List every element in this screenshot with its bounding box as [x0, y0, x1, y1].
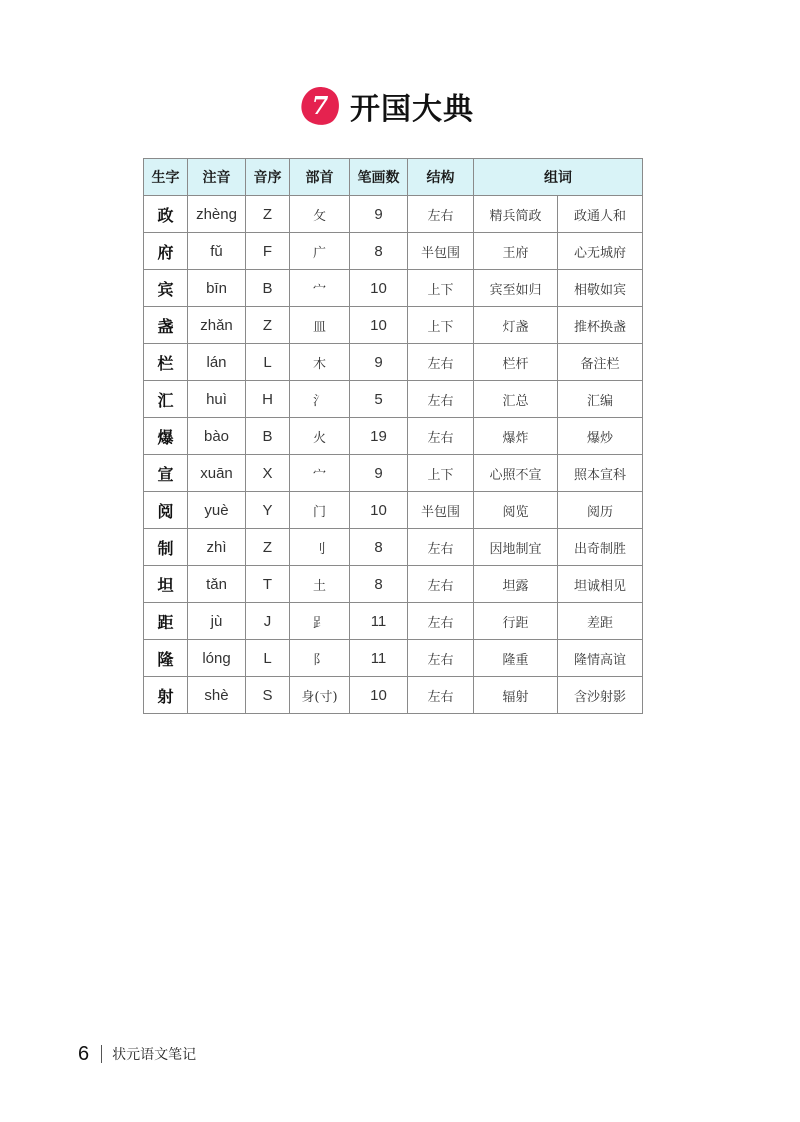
cell-word-2: 阅历 — [558, 492, 643, 529]
cell-word-1: 行距 — [474, 603, 558, 640]
cell-structure: 左右 — [408, 196, 474, 233]
table-row — [144, 529, 643, 566]
cell-radical: 宀 — [290, 455, 350, 492]
cell-pinyin: fǔ — [188, 233, 246, 270]
table-row — [144, 307, 643, 344]
cell-word-1: 因地制宜 — [474, 529, 558, 566]
cell-stroke-count: 11 — [350, 640, 408, 677]
cell-radical: 火 — [290, 418, 350, 455]
header-char: 生字 — [144, 159, 188, 196]
book-title: 状元语文笔记 — [112, 1047, 197, 1063]
cell-word-1: 爆炸 — [474, 418, 558, 455]
cell-word-1: 心照不宣 — [474, 455, 558, 492]
cell-phonetic-letter: B — [246, 418, 290, 455]
cell-character: 宣 — [144, 455, 188, 492]
table-row — [144, 418, 643, 455]
cell-stroke-count: 10 — [350, 307, 408, 344]
cell-phonetic-letter: Y — [246, 492, 290, 529]
cell-phonetic-letter: S — [246, 677, 290, 714]
lesson-number: 7 — [311, 91, 329, 120]
cell-phonetic-letter: L — [246, 640, 290, 677]
cell-structure: 左右 — [408, 529, 474, 566]
table-row — [144, 603, 643, 640]
header-letter: 音序 — [246, 159, 290, 196]
cell-phonetic-letter: T — [246, 566, 290, 603]
cell-phonetic-letter: X — [246, 455, 290, 492]
cell-pinyin: jù — [188, 603, 246, 640]
cell-radical: 土 — [290, 566, 350, 603]
cell-word-1: 阅览 — [474, 492, 558, 529]
cell-stroke-count: 9 — [350, 455, 408, 492]
cell-word-2: 推杯换盏 — [558, 307, 643, 344]
cell-word-2: 备注栏 — [558, 344, 643, 381]
cell-word-1: 辐射 — [474, 677, 558, 714]
cell-character: 阅 — [144, 492, 188, 529]
cell-radical: 攵 — [290, 196, 350, 233]
table-header-row — [144, 159, 643, 196]
cell-phonetic-letter: Z — [246, 529, 290, 566]
cell-radical: 氵 — [290, 381, 350, 418]
cell-structure: 上下 — [408, 307, 474, 344]
cell-word-2: 出奇制胜 — [558, 529, 643, 566]
cell-structure: 左右 — [408, 344, 474, 381]
cell-word-2: 坦诚相见 — [558, 566, 643, 603]
header-strokes: 笔画数 — [350, 159, 408, 196]
cell-stroke-count: 9 — [350, 196, 408, 233]
cell-word-1: 隆重 — [474, 640, 558, 677]
lesson-name: 开国大典 — [350, 92, 474, 127]
cell-word-2: 心无城府 — [558, 233, 643, 270]
cell-character: 坦 — [144, 566, 188, 603]
table-row — [144, 381, 643, 418]
cell-word-1: 坦露 — [474, 566, 558, 603]
cell-character: 宾 — [144, 270, 188, 307]
cell-word-2: 相敬如宾 — [558, 270, 643, 307]
cell-word-1: 栏杆 — [474, 344, 558, 381]
page-number: 6 — [78, 1042, 90, 1065]
cell-character: 射 — [144, 677, 188, 714]
cell-character: 栏 — [144, 344, 188, 381]
cell-phonetic-letter: J — [246, 603, 290, 640]
cell-structure: 左右 — [408, 566, 474, 603]
cell-phonetic-letter: H — [246, 381, 290, 418]
cell-character: 隆 — [144, 640, 188, 677]
cell-word-2: 差距 — [558, 603, 643, 640]
cell-phonetic-letter: Z — [246, 196, 290, 233]
cell-radical: 广 — [290, 233, 350, 270]
cell-pinyin: bīn — [188, 270, 246, 307]
cell-stroke-count: 5 — [350, 381, 408, 418]
cell-character: 府 — [144, 233, 188, 270]
lesson-number-badge — [300, 86, 340, 126]
cell-pinyin: zhì — [188, 529, 246, 566]
cell-character: 政 — [144, 196, 188, 233]
cell-word-1: 宾至如归 — [474, 270, 558, 307]
cell-structure: 左右 — [408, 640, 474, 677]
header-words: 组词 — [474, 159, 643, 196]
cell-pinyin: tǎn — [188, 566, 246, 603]
cell-radical: 阝 — [290, 640, 350, 677]
cell-phonetic-letter: Z — [246, 307, 290, 344]
table-body — [144, 196, 643, 714]
cell-character: 汇 — [144, 381, 188, 418]
cell-structure: 左右 — [408, 381, 474, 418]
cell-radical: 宀 — [290, 270, 350, 307]
cell-word-1: 灯盏 — [474, 307, 558, 344]
cell-pinyin: zhèng — [188, 196, 246, 233]
cell-pinyin: lán — [188, 344, 246, 381]
cell-stroke-count: 8 — [350, 529, 408, 566]
cell-structure: 上下 — [408, 270, 474, 307]
cell-radical: 身(寸) — [290, 677, 350, 714]
lesson-title — [300, 83, 474, 129]
cell-stroke-count: 11 — [350, 603, 408, 640]
cell-stroke-count: 19 — [350, 418, 408, 455]
cell-radical: 门 — [290, 492, 350, 529]
cell-character: 距 — [144, 603, 188, 640]
cell-phonetic-letter: F — [246, 233, 290, 270]
header-pinyin: 注音 — [188, 159, 246, 196]
cell-stroke-count: 10 — [350, 677, 408, 714]
cell-character: 爆 — [144, 418, 188, 455]
cell-structure: 半包围 — [408, 233, 474, 270]
cell-stroke-count: 8 — [350, 566, 408, 603]
cell-word-2: 汇编 — [558, 381, 643, 418]
table-row — [144, 640, 643, 677]
cell-word-2: 隆情高谊 — [558, 640, 643, 677]
page-footer — [78, 1041, 196, 1067]
cell-pinyin: lóng — [188, 640, 246, 677]
cell-word-1: 精兵简政 — [474, 196, 558, 233]
cell-radical: 刂 — [290, 529, 350, 566]
cell-stroke-count: 8 — [350, 233, 408, 270]
table-row — [144, 270, 643, 307]
cell-structure: 左右 — [408, 677, 474, 714]
cell-phonetic-letter: B — [246, 270, 290, 307]
header-structure: 结构 — [408, 159, 474, 196]
cell-radical: 木 — [290, 344, 350, 381]
cell-word-2: 政通人和 — [558, 196, 643, 233]
cell-character: 制 — [144, 529, 188, 566]
cell-radical: 𧾷 — [290, 603, 350, 640]
cell-stroke-count: 10 — [350, 492, 408, 529]
cell-word-2: 含沙射影 — [558, 677, 643, 714]
cell-pinyin: shè — [188, 677, 246, 714]
cell-pinyin: bào — [188, 418, 246, 455]
table-row — [144, 196, 643, 233]
cell-word-1: 王府 — [474, 233, 558, 270]
table-row — [144, 492, 643, 529]
cell-structure: 左右 — [408, 603, 474, 640]
cell-character: 盏 — [144, 307, 188, 344]
cell-structure: 上下 — [408, 455, 474, 492]
cell-stroke-count: 10 — [350, 270, 408, 307]
cell-stroke-count: 9 — [350, 344, 408, 381]
table-row — [144, 677, 643, 714]
table-row — [144, 233, 643, 270]
cell-pinyin: zhǎn — [188, 307, 246, 344]
cell-word-1: 汇总 — [474, 381, 558, 418]
footer-divider — [101, 1045, 102, 1063]
character-table — [143, 158, 643, 714]
cell-word-2: 爆炒 — [558, 418, 643, 455]
table-row — [144, 344, 643, 381]
header-radical: 部首 — [290, 159, 350, 196]
table-row — [144, 566, 643, 603]
cell-word-2: 照本宣科 — [558, 455, 643, 492]
cell-pinyin: huì — [188, 381, 246, 418]
cell-structure: 左右 — [408, 418, 474, 455]
table-row — [144, 455, 643, 492]
cell-phonetic-letter: L — [246, 344, 290, 381]
cell-pinyin: yuè — [188, 492, 246, 529]
cell-radical: 皿 — [290, 307, 350, 344]
cell-structure: 半包围 — [408, 492, 474, 529]
cell-pinyin: xuān — [188, 455, 246, 492]
